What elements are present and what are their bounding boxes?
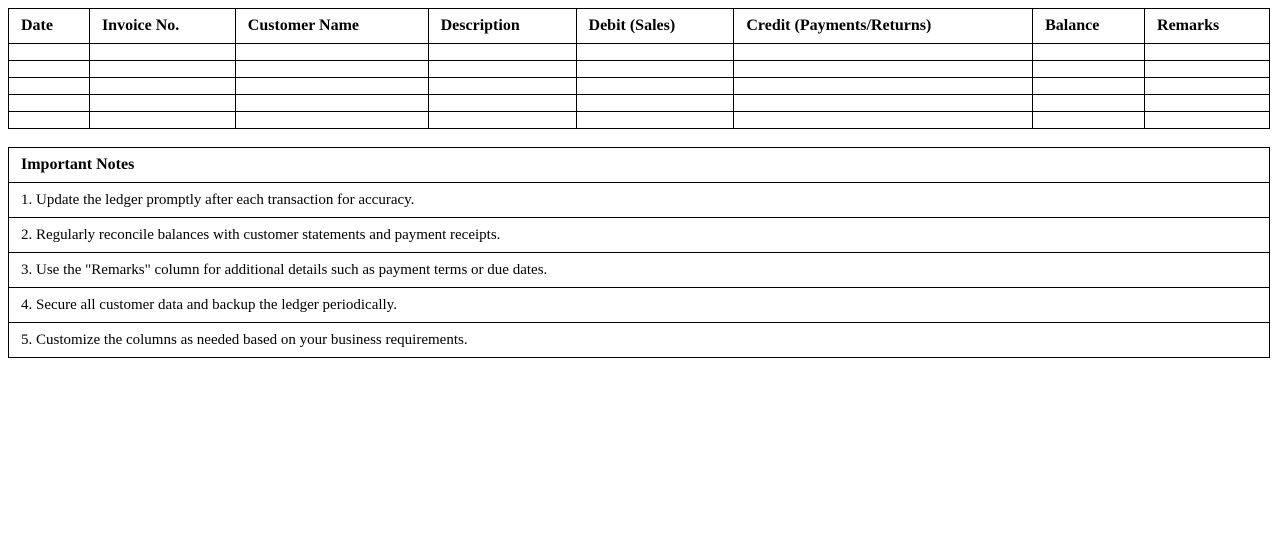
table-row	[9, 44, 1270, 61]
note-text: 5. Customize the columns as needed based on your business requirements.	[9, 323, 1270, 358]
table-cell	[576, 44, 734, 61]
table-cell	[1145, 95, 1270, 112]
table-cell	[1033, 78, 1145, 95]
notes-header-row	[9, 148, 1270, 183]
table-cell	[89, 112, 235, 129]
table-row	[9, 61, 1270, 78]
table-cell	[576, 61, 734, 78]
table-cell	[428, 95, 576, 112]
table-cell	[89, 61, 235, 78]
table-cell	[734, 61, 1033, 78]
table-cell	[89, 78, 235, 95]
column-header-credit: Credit (Payments/Returns)	[734, 9, 1033, 44]
column-header-remarks: Remarks	[1145, 9, 1270, 44]
notes-title: Important Notes	[9, 148, 1270, 183]
table-cell	[734, 44, 1033, 61]
column-header-balance: Balance	[1033, 9, 1145, 44]
table-row	[9, 112, 1270, 129]
table-cell	[235, 112, 428, 129]
important-notes-table	[8, 147, 1270, 358]
table-cell	[235, 44, 428, 61]
list-item	[9, 323, 1270, 358]
table-cell	[235, 61, 428, 78]
table-cell	[428, 78, 576, 95]
table-cell	[235, 78, 428, 95]
table-cell	[9, 44, 90, 61]
table-cell	[89, 44, 235, 61]
table-cell	[9, 95, 90, 112]
table-cell	[1033, 44, 1145, 61]
table-cell	[428, 112, 576, 129]
column-header-invoice-no: Invoice No.	[89, 9, 235, 44]
table-cell	[9, 78, 90, 95]
table-cell	[1033, 95, 1145, 112]
list-item	[9, 253, 1270, 288]
table-cell	[89, 95, 235, 112]
note-text: 4. Secure all customer data and backup the ledger periodically.	[9, 288, 1270, 323]
list-item	[9, 288, 1270, 323]
note-text: 1. Update the ledger promptly after each transaction for accuracy.	[9, 183, 1270, 218]
ledger-table	[8, 8, 1270, 129]
table-cell	[1033, 61, 1145, 78]
table-cell	[576, 112, 734, 129]
list-item	[9, 183, 1270, 218]
note-text: 3. Use the "Remarks" column for additional details such as payment terms or due dates.	[9, 253, 1270, 288]
table-cell	[576, 95, 734, 112]
table-row	[9, 95, 1270, 112]
list-item	[9, 218, 1270, 253]
column-header-debit: Debit (Sales)	[576, 9, 734, 44]
table-cell	[734, 112, 1033, 129]
table-row	[9, 78, 1270, 95]
table-cell	[1145, 61, 1270, 78]
note-text: 2. Regularly reconcile balances with customer statements and payment receipts.	[9, 218, 1270, 253]
column-header-customer-name: Customer Name	[235, 9, 428, 44]
table-cell	[9, 61, 90, 78]
ledger-header-row	[9, 9, 1270, 44]
table-cell	[1145, 78, 1270, 95]
column-header-description: Description	[428, 9, 576, 44]
table-cell	[1145, 44, 1270, 61]
table-cell	[734, 95, 1033, 112]
table-cell	[576, 78, 734, 95]
table-cell	[235, 95, 428, 112]
column-header-date: Date	[9, 9, 90, 44]
table-cell	[428, 44, 576, 61]
table-cell	[428, 61, 576, 78]
table-cell	[734, 78, 1033, 95]
table-cell	[1145, 112, 1270, 129]
table-cell	[1033, 112, 1145, 129]
table-cell	[9, 112, 90, 129]
